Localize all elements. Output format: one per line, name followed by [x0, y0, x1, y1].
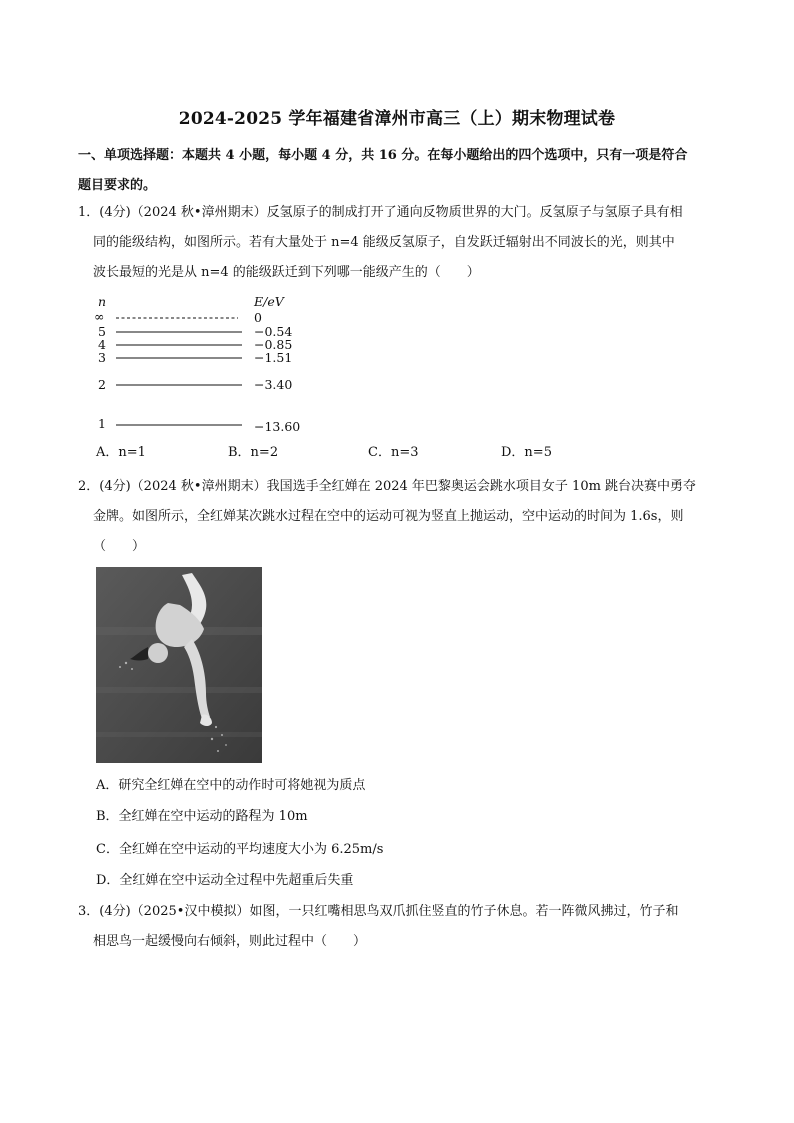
- diver-photo: [96, 567, 262, 763]
- level-n-1: 1: [98, 416, 106, 431]
- n-axis-label: n: [98, 296, 107, 309]
- question-3: [78, 897, 718, 957]
- option-1c[interactable]: C．n=3: [368, 445, 419, 460]
- energy-level-diagram: [84, 296, 324, 436]
- question-3-line1: 3．(4分)（2025•汉中模拟）如图，一只红嘴相思鸟双爪抓住竖直的竹子休息。若一阵微风拂过，竹子和: [78, 904, 679, 919]
- level-n-4: 4: [98, 337, 106, 352]
- energy-axis-label: E/eV: [254, 296, 284, 309]
- section-heading: [78, 141, 718, 201]
- option-1d[interactable]: D．n=5: [501, 445, 552, 460]
- level-e-4: −0.85: [254, 337, 293, 352]
- question-2-line2: 金牌。如图所示，全红婵某次跳水过程在空中的运动可视为竖直上抛运动，空中运动的时间为 1.6s，则: [93, 509, 684, 524]
- question-1-line1: 1．(4分)（2024 秋•漳州期末）反氢原子的制成打开了通向反物质世界的大门。反氢原子与氢原子具有相: [78, 205, 683, 220]
- option-2b[interactable]: B．全红婵在空中运动的路程为 10m: [96, 809, 308, 824]
- question-1-line2: 同的能级结构，如图所示。若有大量处于 n=4 能级反氢原子，自发跃迁辐射出不同波长的光，则其中: [93, 235, 675, 250]
- option-2d[interactable]: D．全红婵在空中运动全过程中先超重后失重: [96, 873, 354, 888]
- section-heading-line2: 题目要求的。: [78, 178, 157, 193]
- question-1-line3: 波长最短的光是从 n=4 的能级跃迁到下列哪一能级产生的（ ）: [93, 265, 480, 280]
- question-1-options: [96, 438, 716, 468]
- option-1a[interactable]: A．n=1: [96, 445, 146, 460]
- question-2-line3: （ ）: [93, 539, 146, 554]
- question-1: [78, 198, 718, 288]
- level-e-1: −13.60: [254, 419, 301, 434]
- level-e-2: −3.40: [254, 377, 293, 392]
- level-n-5: 5: [98, 324, 106, 339]
- option-1b[interactable]: B．n=2: [228, 445, 279, 460]
- level-e-3: −1.51: [254, 350, 293, 365]
- question-3-line2: 相思鸟一起缓慢向右倾斜，则此过程中（ ）: [93, 934, 367, 949]
- option-2a[interactable]: A．研究全红婵在空中的动作时可将她视为质点: [96, 778, 366, 793]
- level-e-5: −0.54: [254, 324, 293, 339]
- level-e-inf: 0: [254, 310, 262, 325]
- question-2: [78, 472, 718, 562]
- level-n-3: 3: [98, 350, 106, 365]
- question-2-line1: 2．(4分)（2024 秋•漳州期末）我国选手全红婵在 2024 年巴黎奥运会跳水项目女子 10m 跳台决赛中勇夺: [78, 479, 697, 494]
- section-heading-line1: 一、单项选择题：本题共 4 小题，每小题 4 分，共 16 分。在每小题给出的四个选项中，只有一项是符合: [78, 148, 688, 163]
- option-2c[interactable]: C．全红婵在空中运动的平均速度大小为 6.25m/s: [96, 842, 384, 857]
- level-n-inf: ∞: [94, 309, 105, 324]
- page-title: 2024-2025 学年福建省漳州市高三（上）期末物理试卷: [178, 109, 616, 129]
- level-n-2: 2: [98, 377, 106, 392]
